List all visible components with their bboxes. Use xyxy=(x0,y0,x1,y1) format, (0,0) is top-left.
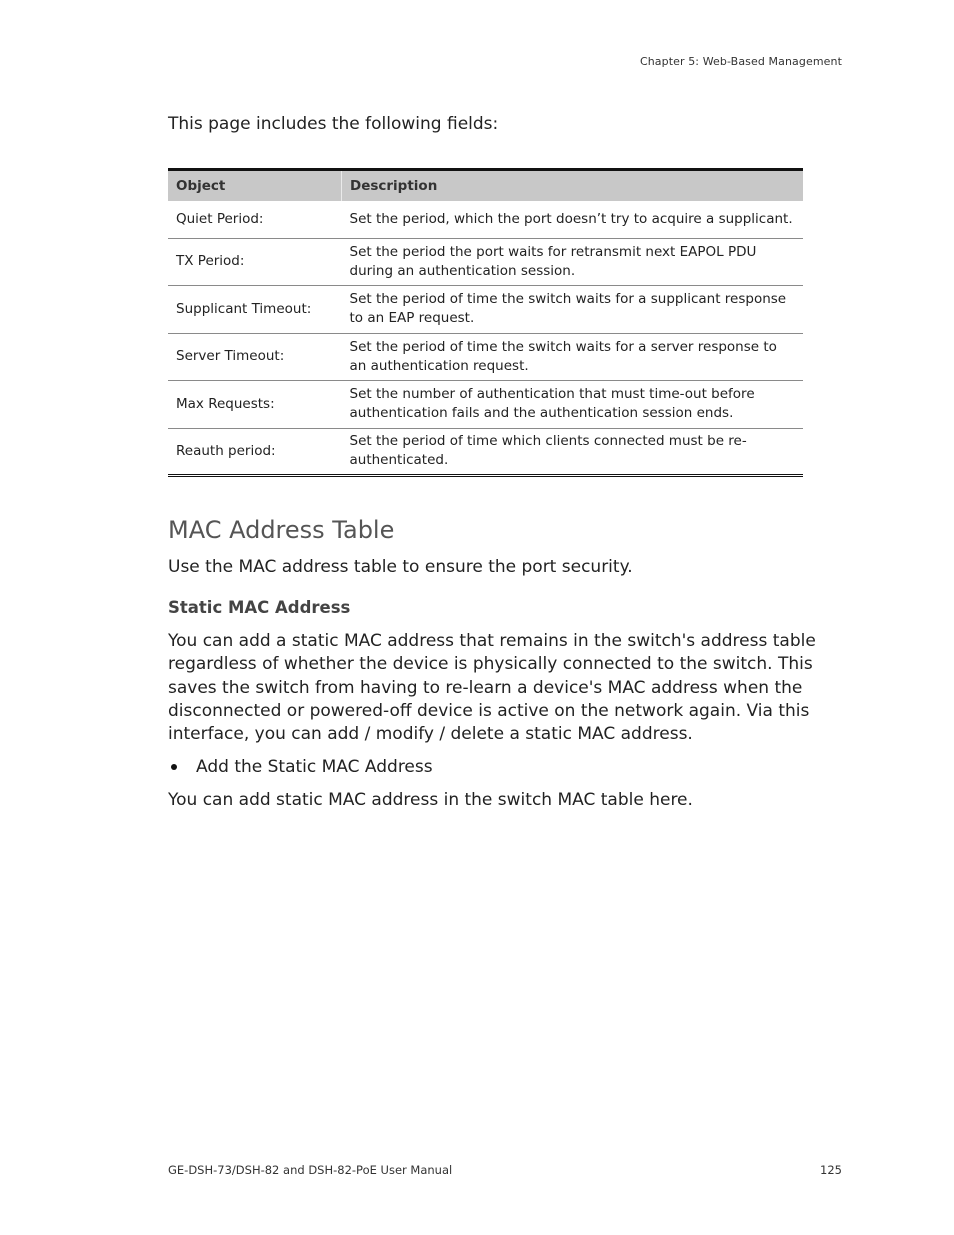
section-intro: Use the MAC address table to ensure the port security. xyxy=(168,557,633,577)
object-cell: Server Timeout: xyxy=(168,333,342,381)
object-cell: Max Requests: xyxy=(168,381,342,429)
body-paragraph: You can add a static MAC address that remains in the switch's address table regardless of whether the device is physically connected to the switch. This saves the switch from having to re-learn a device's MAC address when the disconnected or powered-off device is active on the network again. Via this interface, you can add / modify / delete a static MAC address. xyxy=(168,631,816,745)
description-cell: Set the period of time the switch waits for a server response to an authentication request. xyxy=(342,333,804,381)
running-header: Chapter 5: Web-Based Management xyxy=(639,55,842,68)
table-row xyxy=(168,428,803,476)
fields-table xyxy=(168,168,803,477)
description-cell: Set the period the port waits for retransmit next EAPOL PDU during an authentication session. xyxy=(342,238,804,286)
footer-manual-title: GE-DSH-73/DSH-82 and DSH-82-PoE User Manual xyxy=(168,1163,453,1177)
description-cell: Set the period of time the switch waits for a supplicant response to an EAP request. xyxy=(342,286,804,334)
table-row xyxy=(168,286,803,334)
table-row xyxy=(168,238,803,286)
description-cell: Set the number of authentication that must time-out before authentication fails and the authentication session ends. xyxy=(342,381,804,429)
object-cell: Quiet Period: xyxy=(176,210,264,227)
subsection-title: Static MAC Address xyxy=(168,598,351,617)
object-cell: Supplicant Timeout: xyxy=(168,286,342,334)
object-cell: Reauth period: xyxy=(168,428,342,476)
after-bullets-text: You can add static MAC address in the switch MAC table here. xyxy=(168,790,693,810)
page-number: 125 xyxy=(820,1163,842,1177)
list-item xyxy=(168,757,433,777)
section-title: MAC Address Table xyxy=(168,516,395,544)
column-header-object: Object xyxy=(168,170,342,202)
column-header-description: Description xyxy=(342,170,804,202)
table-header-row xyxy=(168,170,803,202)
table-row xyxy=(168,201,803,238)
table-row xyxy=(168,381,803,429)
table-row xyxy=(168,333,803,381)
description-cell: Set the period of time which clients connected must be re-authenticated. xyxy=(342,428,804,476)
list-item-text: Add the Static MAC Address xyxy=(196,757,433,777)
intro-text: This page includes the following fields: xyxy=(168,114,499,134)
description-cell: Set the period, which the port doesn’t try to acquire a supplicant. xyxy=(349,210,793,227)
object-cell: TX Period: xyxy=(168,238,342,286)
bullet-list xyxy=(168,757,433,777)
bullet-icon xyxy=(171,764,177,770)
